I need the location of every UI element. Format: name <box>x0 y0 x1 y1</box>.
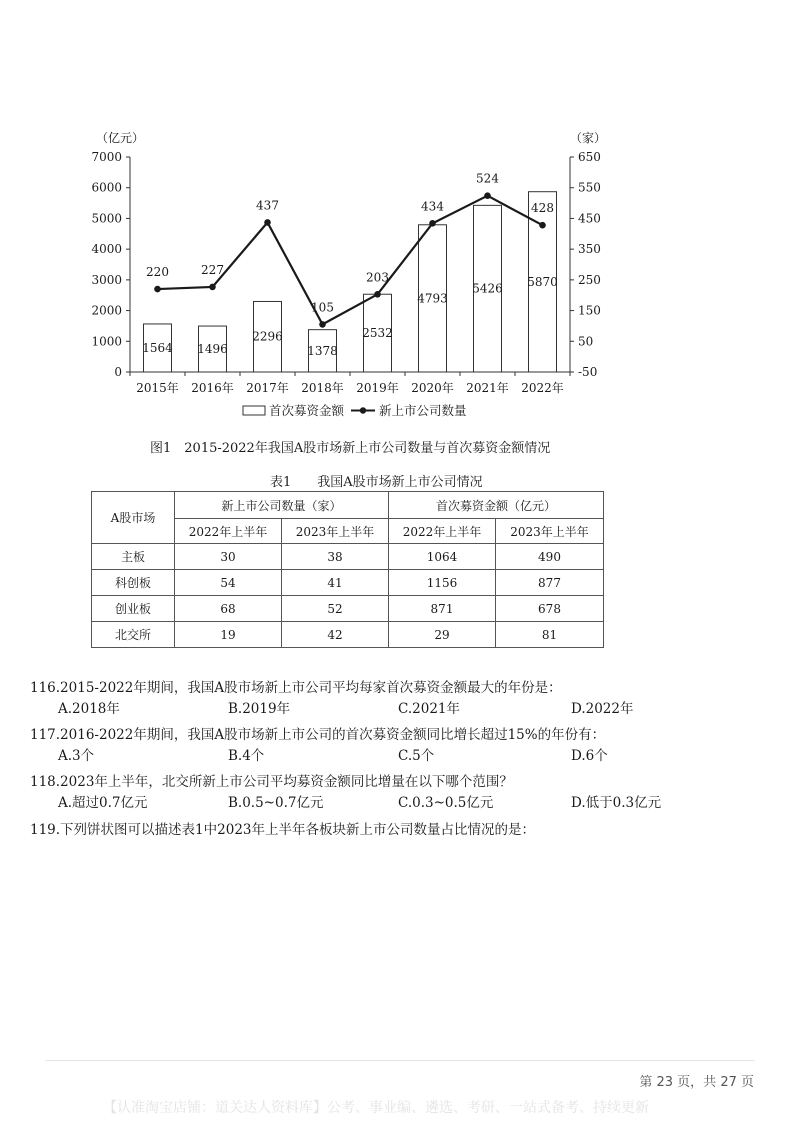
table-cell: 871 <box>389 596 496 622</box>
line-value-label: 227 <box>201 262 224 277</box>
option-c[interactable]: C.0.3~0.5亿元 <box>398 795 494 811</box>
y-tick-label-left: 4000 <box>91 242 122 257</box>
y-tick-label-left: 5000 <box>91 211 122 226</box>
line-value-label: 437 <box>256 198 279 213</box>
row-label: 科创板 <box>92 570 175 596</box>
line-value-label: 434 <box>421 199 444 214</box>
table-cell: 41 <box>282 570 389 596</box>
line-point <box>154 286 161 293</box>
y-tick-label-left: 6000 <box>91 180 122 195</box>
row-label: 主板 <box>92 544 175 570</box>
line-point <box>264 219 271 226</box>
line-point <box>539 222 546 229</box>
watermark: 【认准淘宝店铺：道关达人资料库】公考、事业编、遴选、考研、一站式备考、持续更新 <box>103 1100 649 1116</box>
option-c[interactable]: C.2021年 <box>398 701 460 717</box>
legend-bar-swatch <box>243 406 265 415</box>
table-cell: 42 <box>282 622 389 648</box>
option-b[interactable]: B.2019年 <box>228 701 291 717</box>
bar-value-label: 1496 <box>197 342 228 357</box>
y-tick-label-right: 550 <box>578 180 601 195</box>
x-tick-label: 2018年 <box>301 381 344 395</box>
line-value-label: 220 <box>146 265 169 280</box>
line-point <box>429 220 436 227</box>
table-group-header: 新上市公司数量（家） <box>175 492 389 519</box>
option-b[interactable]: B.0.5~0.7亿元 <box>228 795 324 811</box>
y-tick-label-left: 7000 <box>91 150 122 164</box>
y-tick-label-left: 2000 <box>91 303 122 318</box>
x-tick-label: 2016年 <box>191 381 234 395</box>
line-value-label: 524 <box>476 171 499 186</box>
option-a[interactable]: A.2018年 <box>58 701 120 717</box>
table-caption: 表1 我国A股市场新上市公司情况 <box>270 475 483 490</box>
option-d[interactable]: D.2022年 <box>571 701 634 717</box>
x-tick-label: 2021年 <box>466 381 509 395</box>
table-sub-header: 2022年上半年 <box>389 519 496 544</box>
x-tick-label: 2019年 <box>356 381 399 395</box>
table-row <box>92 544 604 570</box>
question-119: 119.下列饼状图可以描述表1中2023年上半年各板块新上市公司数量占比情况的是： <box>30 822 536 838</box>
y-axis-unit-left: （亿元） <box>95 131 145 145</box>
bar-value-label: 1378 <box>307 343 338 358</box>
question-117: 117.2016-2022年期间，我国A股市场新上市公司的首次募资金额同比增长超过15%的年份有： <box>30 727 606 743</box>
table-cell: 38 <box>282 544 389 570</box>
y-tick-label-left: 3000 <box>91 272 122 287</box>
table-row <box>92 622 604 648</box>
legend-line-marker <box>360 407 366 413</box>
table-sub-header: 2023年上半年 <box>282 519 389 544</box>
bar-value-label: 4793 <box>417 291 448 306</box>
page-number: 第 23 页，共 27 页 <box>639 1075 754 1090</box>
table-cell: 877 <box>496 570 604 596</box>
table-sub-header: 2022年上半年 <box>175 519 282 544</box>
line-point <box>319 321 326 328</box>
table-row <box>92 596 604 622</box>
option-d[interactable]: D.低于0.3亿元 <box>571 795 662 811</box>
option-b[interactable]: B.4个 <box>228 748 265 764</box>
table-corner-header: A股市场 <box>92 492 175 544</box>
chart-legend <box>243 403 467 418</box>
table-cell: 68 <box>175 596 282 622</box>
y-tick-label-right: -50 <box>578 365 598 379</box>
line-point <box>374 291 381 298</box>
table-cell: 52 <box>282 596 389 622</box>
y-tick-label-right: 50 <box>578 334 594 349</box>
table-cell: 678 <box>496 596 604 622</box>
table-cell: 1156 <box>389 570 496 596</box>
table-cell: 30 <box>175 544 282 570</box>
y-tick-label-left: 0 <box>114 365 122 379</box>
y-tick-label-right: 450 <box>578 211 601 226</box>
table-cell: 81 <box>496 622 604 648</box>
combo-chart <box>0 0 800 460</box>
option-d[interactable]: D.6个 <box>571 748 608 764</box>
table-cell: 54 <box>175 570 282 596</box>
figure-caption: 图1 2015-2022年我国A股市场新上市公司数量与首次募资金额情况 <box>150 441 551 456</box>
table-cell: 29 <box>389 622 496 648</box>
table-cell: 490 <box>496 544 604 570</box>
bar-series <box>142 192 558 372</box>
legend-line-label: 新上市公司数量 <box>379 403 467 418</box>
x-tick-label: 2022年 <box>521 381 564 395</box>
option-a[interactable]: A.超过0.7亿元 <box>58 795 148 811</box>
option-c[interactable]: C.5个 <box>398 748 435 764</box>
bar-value-label: 2532 <box>362 326 393 341</box>
legend-bar-label: 首次募资金额 <box>269 403 345 418</box>
x-tick-label: 2017年 <box>246 381 289 395</box>
line-point <box>209 284 216 291</box>
y-tick-label-right: 650 <box>578 150 601 164</box>
row-label: 北交所 <box>92 622 175 648</box>
x-tick-label: 2020年 <box>411 381 454 395</box>
x-tick-label: 2015年 <box>136 381 179 395</box>
table-group-header: 首次募资金额（亿元） <box>389 492 604 519</box>
bar-value-label: 5870 <box>527 274 558 289</box>
bar-value-label: 5426 <box>472 281 503 296</box>
y-tick-label-right: 250 <box>578 272 601 287</box>
footer-divider <box>45 1060 755 1061</box>
ipo-table <box>91 491 604 648</box>
row-label: 创业板 <box>92 596 175 622</box>
table-cell: 1064 <box>389 544 496 570</box>
table-cell: 19 <box>175 622 282 648</box>
question-116: 116.2015-2022年期间，我国A股市场新上市公司平均每家首次募资金额最大的年份是： <box>30 680 562 696</box>
bar-value-label: 1564 <box>142 340 173 355</box>
bar-value-label: 2296 <box>252 329 283 344</box>
y-tick-label-right: 150 <box>578 303 601 318</box>
y-tick-label-right: 350 <box>578 242 601 257</box>
option-a[interactable]: A.3个 <box>58 748 95 764</box>
question-118: 118.2023年上半年，北交所新上市公司平均募资金额同比增量在以下哪个范围？ <box>30 774 513 790</box>
y-axis-unit-right: （家） <box>569 131 607 145</box>
line-value-label: 428 <box>531 201 554 216</box>
line-value-label: 105 <box>311 300 334 315</box>
line-value-label: 203 <box>366 270 389 285</box>
y-tick-label-left: 1000 <box>91 334 122 349</box>
table-sub-header: 2023年上半年 <box>496 519 604 544</box>
line-point <box>484 192 491 199</box>
table-row <box>92 570 604 596</box>
